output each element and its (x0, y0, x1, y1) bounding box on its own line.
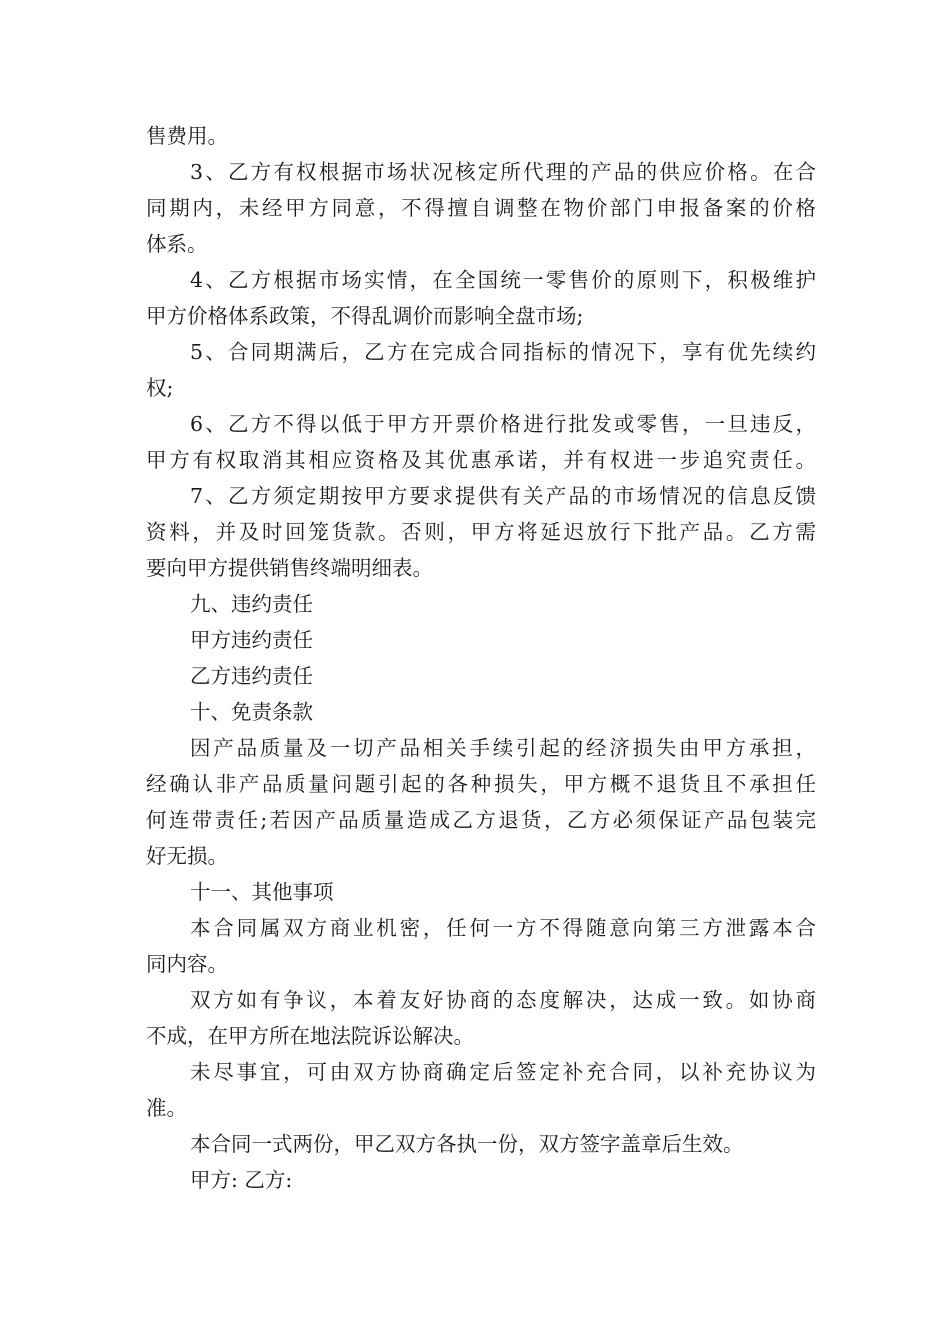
text-line: 7、乙方须定期按甲方要求提供有关产品的市场情况的信息反馈 (190, 484, 816, 508)
text-line: 双方如有争议，本着友好协商的态度解决，达成一致。如协商 (190, 988, 816, 1012)
text-line: 售费用。 (146, 124, 228, 148)
text-line: 甲方违约责任 (190, 628, 313, 652)
text-line: 何连带责任;若因产品质量造成乙方退货，乙方必须保证产品包装完 (146, 808, 816, 832)
section-heading: 十、免责条款 (190, 700, 313, 724)
signature-line: 甲方: 乙方: (190, 1168, 293, 1192)
text-line: 5、合同期满后，乙方在完成合同指标的情况下，享有优先续约 (190, 340, 816, 364)
section-heading: 九、违约责任 (190, 592, 313, 616)
text-line: 4、乙方根据市场实情，在全国统一零售价的原则下，积极维护 (190, 268, 816, 292)
text-line: 乙方违约责任 (190, 664, 313, 688)
text-line: 本合同属双方商业机密，任何一方不得随意向第三方泄露本合 (190, 916, 816, 940)
text-line: 体系。 (146, 232, 208, 256)
text-line: 因产品质量及一切产品相关手续引起的经济损失由甲方承担， (190, 736, 816, 760)
text-line: 本合同一式两份，甲乙双方各执一份，双方签字盖章后生效。 (190, 1132, 744, 1156)
text-line: 3、乙方有权根据市场状况核定所代理的产品的供应价格。在合 (190, 160, 816, 184)
text-line: 不成，在甲方所在地法院诉讼解决。 (146, 1024, 474, 1048)
text-line: 6、乙方不得以低于甲方开票价格进行批发或零售，一旦违反， (190, 412, 816, 436)
text-line: 要向甲方提供销售终端明细表。 (146, 556, 433, 580)
text-line: 权; (146, 376, 174, 400)
text-line: 资料，并及时回笼货款。否则，甲方将延迟放行下批产品。乙方需 (146, 520, 816, 544)
text-line: 同内容。 (146, 952, 228, 976)
text-line: 准。 (146, 1096, 187, 1120)
section-heading: 十一、其他事项 (190, 880, 334, 904)
text-line: 甲方有权取消其相应资格及其优惠承诺，并有权进一步追究责任。 (146, 448, 816, 472)
text-line: 好无损。 (146, 844, 228, 868)
text-line: 未尽事宜，可由双方协商确定后签定补充合同，以补充协议为 (190, 1060, 816, 1084)
text-line: 同期内，未经甲方同意，不得擅自调整在物价部门申报备案的价格 (146, 196, 816, 220)
text-line: 甲方价格体系政策，不得乱调价而影响全盘市场; (146, 304, 584, 328)
text-line: 经确认非产品质量问题引起的各种损失，甲方概不退货且不承担任 (146, 772, 816, 796)
